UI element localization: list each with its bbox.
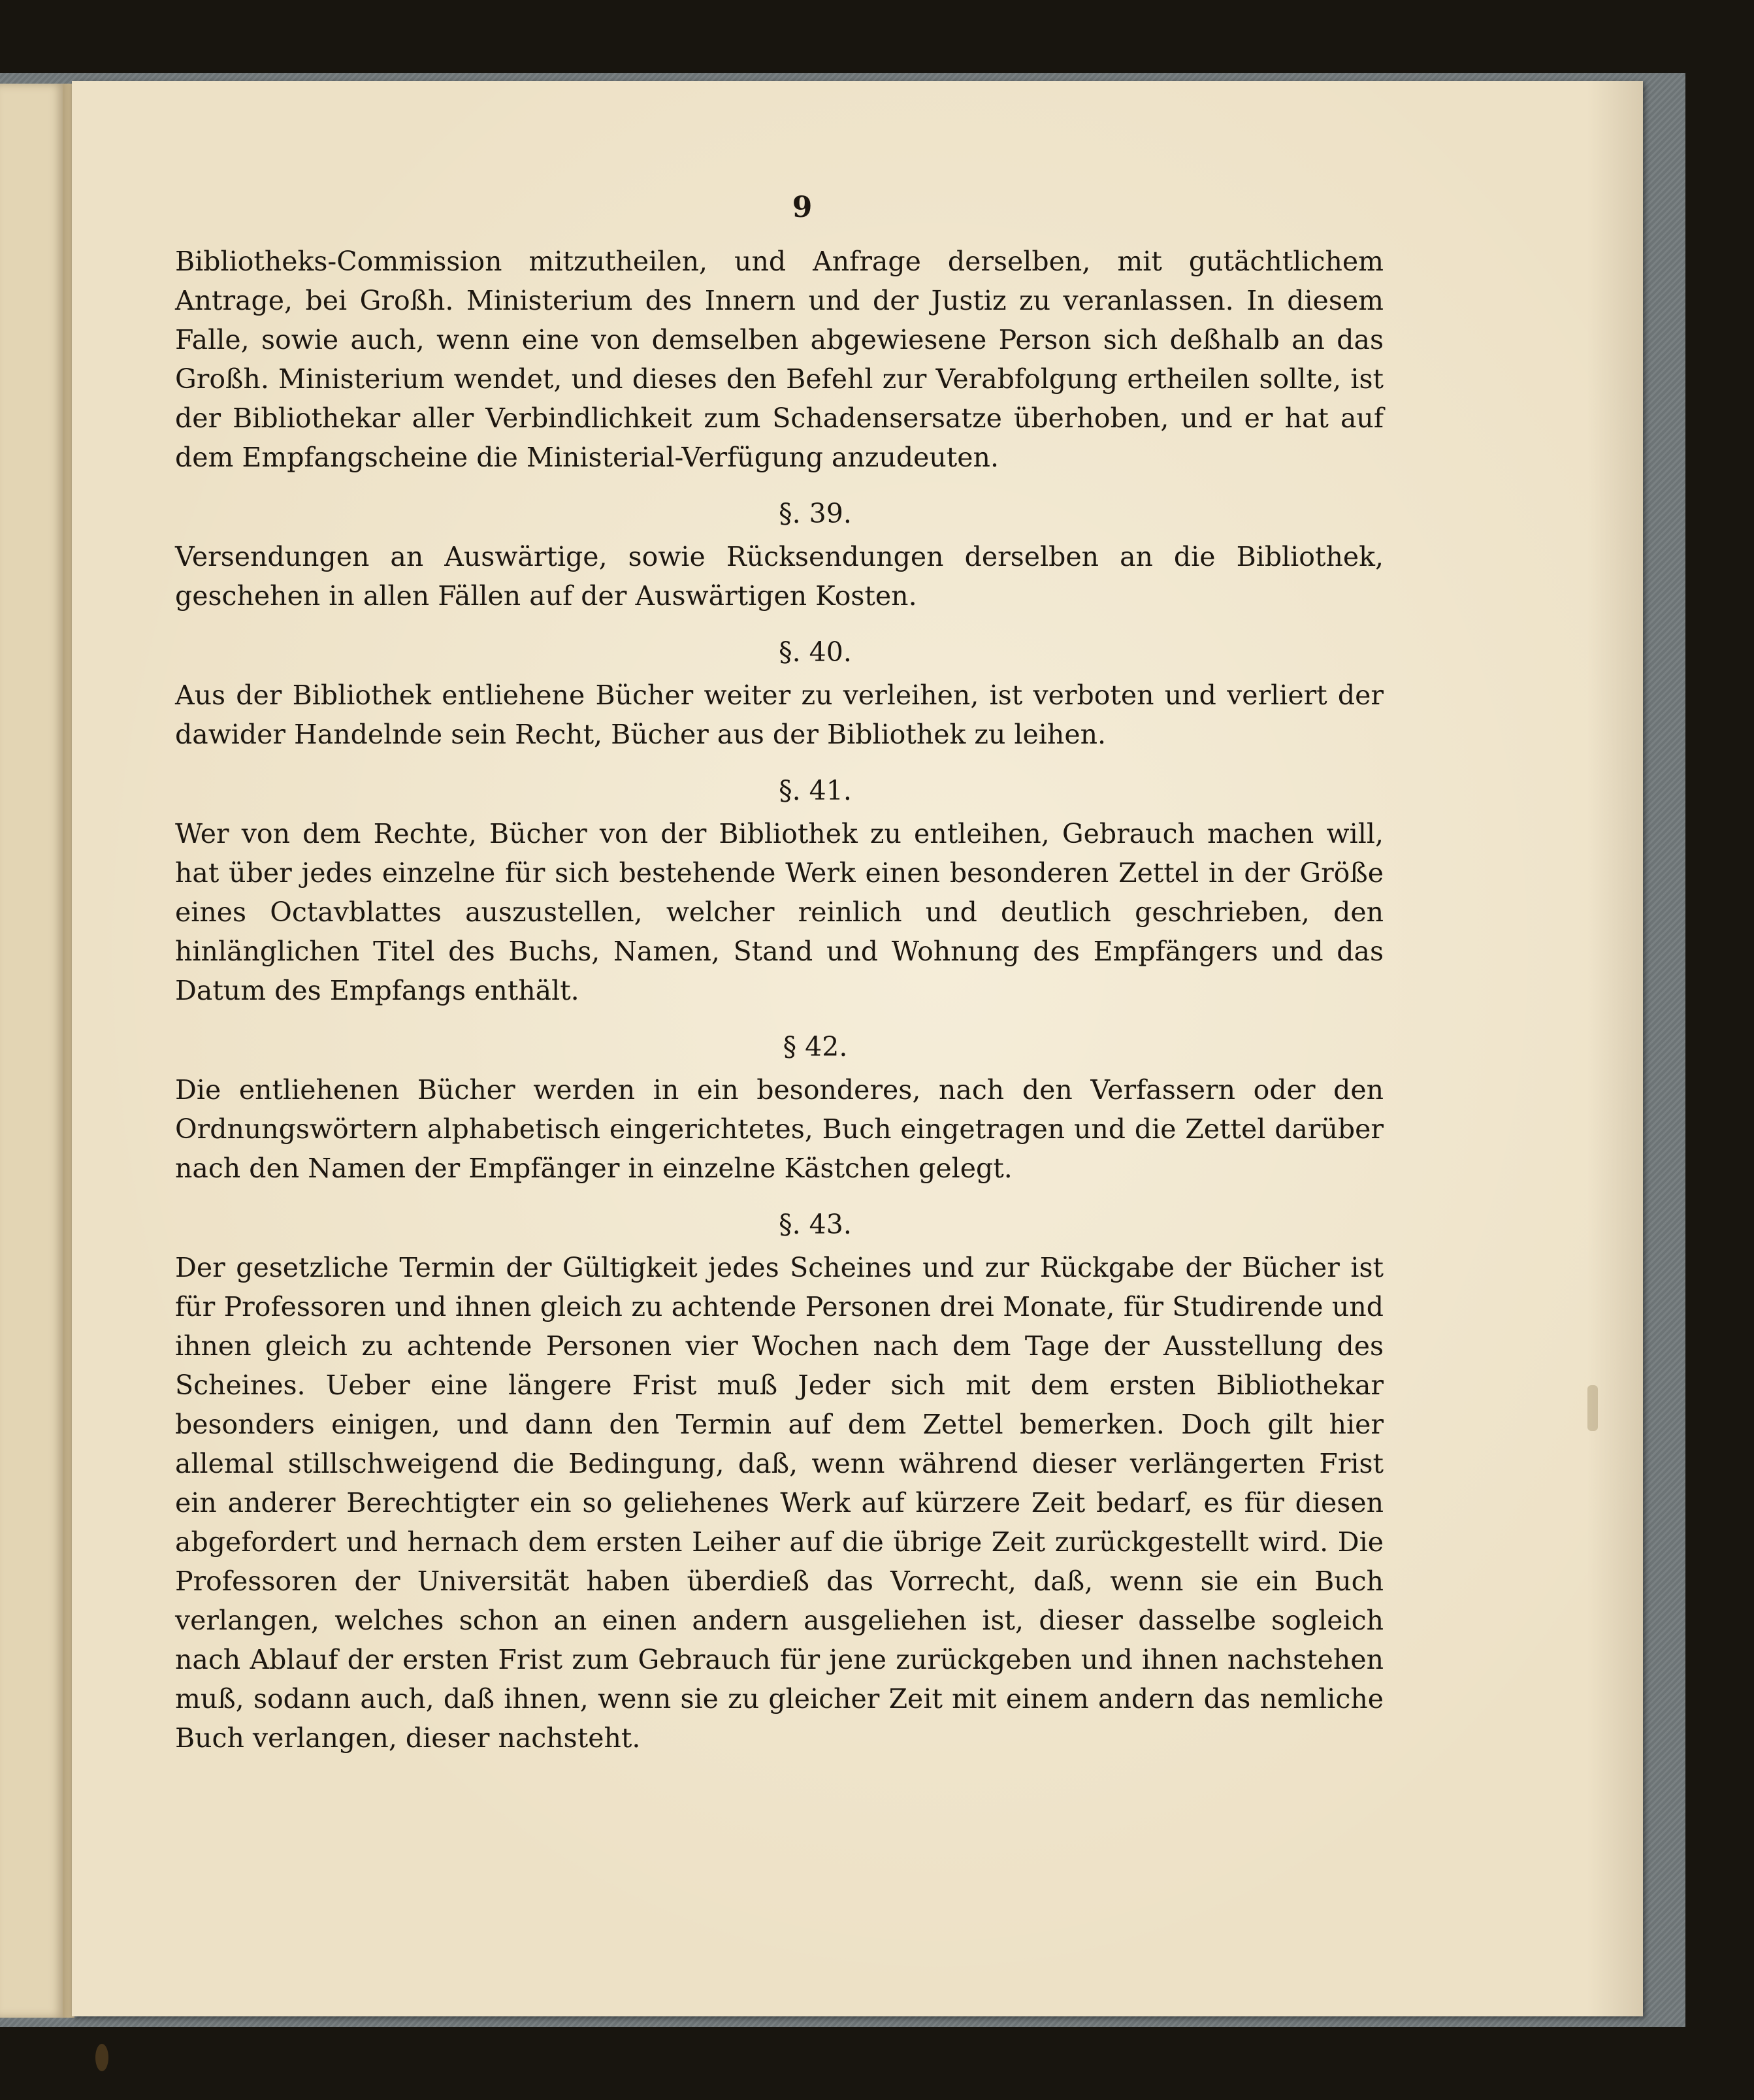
- section-heading-41: §. 41.: [779, 775, 852, 806]
- section-text-40: Aus der Bibliothek entliehene Bücher weiter zu verleihen, ist verboten und verliert der dawider Handelnde sein Recht, Bücher aus der Bibliothek zu leihen.: [175, 680, 1384, 750]
- section-text-43: Der gesetzliche Termin der Gültigkeit jedes Scheines und zur Rückgabe der Bücher ist für Professoren und ihnen gleich zu achtende Personen drei Monate, für Studirende und ihnen gleich zu achtende Personen vier Wochen nach dem Tage der Ausstellung des Scheines. Ueber eine längere Frist muß Jeder sich mit dem ersten Bibliothekar besonders einigen, und dann den Termin auf dem Zettel bemerken. Doch gilt hier allemal stillschweigend die Bedingung, daß, wenn während dieser verlängerten Frist ein anderer Berechtigter ein so geliehenes Werk auf kürzere Zeit bedarf, es für diesen abgefordert und hernach dem ersten Leiher auf die übrige Zeit zurückgestellt wird. Die Professoren der Universität haben überdieß das Vorrecht, daß, wenn sie ein Buch verlangen, welches schon an einen andern ausgeliehen ist, dieser dasselbe sogleich nach Ablauf der ersten Frist zum Gebrauch für jene zurückgeben und ihnen nachstehen muß, sodann auch, daß ihnen, wenn sie zu gleicher Zeit mit einem andern das nemliche Buch verlangen, dieser nachsteht.: [175, 1252, 1384, 1754]
- section-text-39: Versendungen an Auswärtige, sowie Rücksendungen derselben an die Bibliothek, geschehen in allen Fällen auf der Auswärtigen Kosten.: [175, 541, 1384, 612]
- foxing-spot: [95, 2044, 108, 2071]
- section-text-41: Wer von dem Rechte, Bücher von der Bibliothek zu entleihen, Gebrauch machen will, hat über jedes einzelne für sich bestehende Werk einen besonderen Zettel in der Größe eines Octavblattes auszustellen, welcher reinlich und deutlich geschrieben, den hinlänglichen Titel des Buchs, Namen, Stand und Wohnung des Empfängers und das Datum des Empfangs enthält.: [175, 818, 1384, 1006]
- page-edge-shadow: [1587, 81, 1643, 2016]
- section-heading-43: §. 43.: [779, 1209, 852, 1240]
- page-number: 9: [792, 191, 813, 224]
- section-text-42: Die entliehenen Bücher werden in ein besonderes, nach den Verfassern oder den Ordnungswörtern alphabetisch eingerichtetes, Buch eingetragen und die Zettel darüber nach den Namen der Empfänger in einzelne Kästchen gelegt.: [175, 1074, 1384, 1184]
- intro-paragraph: Bibliotheks-Commission mitzutheilen, und Anfrage derselben, mit gutächtlichem Antrage, bei Großh. Ministerium des Innern und der Justiz zu veranlassen. In diesem Falle, sowie auch, wenn eine von demselben abgewiesene Person sich deßhalb an das Großh. Ministerium wendet, und dieses den Befehl zur Verabfolgung ertheilen sollte, ist der Bibliothekar aller Verbindlichkeit zum Schadensersatze überhoben, und er hat auf dem Empfangscheine die Ministerial-Verfügung anzudeuten.: [175, 246, 1384, 473]
- page-text: [175, 188, 1384, 1758]
- section-heading-40: §. 40.: [779, 636, 852, 668]
- previous-page-edge: [0, 84, 65, 2018]
- section-heading-42: § 42.: [783, 1031, 848, 1062]
- section-heading-39: §. 39.: [779, 498, 852, 529]
- foxing-spot: [1587, 1385, 1598, 1431]
